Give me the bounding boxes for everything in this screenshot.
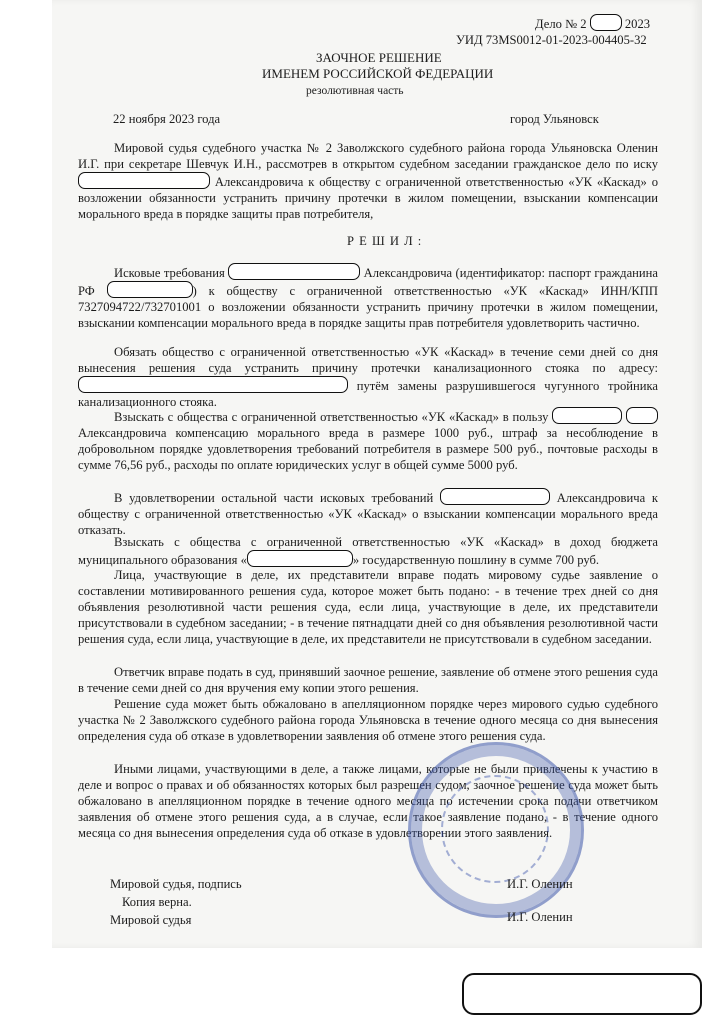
redaction-box [440, 488, 550, 505]
decision-paragraph-4: В удовлетворении остальной части исковых требований Александровича к обществу с ограниченной ответственностью «УК «Каскад» о взыскании компенсации морального вреда отказать. [78, 488, 658, 538]
redaction-box [247, 550, 353, 567]
redaction-box [590, 14, 622, 31]
title-part: резолютивная часть [306, 85, 404, 97]
decision-date: 22 ноября 2023 года [113, 112, 221, 126]
court-seal-emblem [441, 775, 549, 883]
decision-paragraph-6: Лица, участвующие в деле, их представители вправе подать мировому судье заявление о составлении мотивированного решения суда, которое может быть подано: - в течение трех дней со дня объявления резолютивной части решения суда, если лица, участвующие в деле, их представители присутствовали в судебном заседании; - в течение пятнадцати дней со дня объявления резолютивной части решения суда, если лица, участвующие в деле, их представители не присутствовали в судебном заседании. [78, 568, 658, 647]
decision-paragraph-8: Решение суда может быть обжаловано в апелляционном порядке через мирового судью судебного участка № 2 Заволжского судебного района города Ульяновска в течение одного месяца со дня вынесения определения суда об отказе в удовлетворении заявления об отмене этого решения суда. [78, 697, 658, 744]
redaction-box [78, 172, 210, 189]
title-federation: ИМЕНЕМ РОССИЙСКОЙ ФЕДЕРАЦИИ [262, 66, 494, 81]
redaction-box [552, 407, 622, 424]
judge-label: Мировой судья [110, 913, 192, 927]
redaction-box [626, 407, 658, 424]
decision-city: город Ульяновск [510, 112, 599, 126]
title-decision: ЗАОЧНОЕ РЕШЕНИЕ [316, 50, 442, 65]
decision-paragraph-3: Взыскать с общества с ограниченной ответственностью «УК «Каскад» в пользу Александровича компенсацию морального вреда в размере 1000 руб., штраф за несоблюдение в добровольном порядке удовлетворения требований потребителя в размере 500 руб., почтовые расходы в сумме 76,56 руб., расходы по оплате юридических услуг в общей сумме 5000 руб. [78, 407, 658, 473]
bottom-redaction-box [462, 973, 702, 1015]
case-number: Дело № 2 2023 [535, 14, 650, 32]
decision-paragraph-1: Исковые требования Александровича (идентификатор: паспорт гражданина РФ ) к обществу с ограниченной ответственностью «УК «Каскад» ИНН/КПП 7327094722/732701001 о возложении обязанности устранить причину протечки в жилом помещении, взыскании компенсации морального вреда в порядке защиты прав потребителя удовлетворить частично. [78, 263, 658, 331]
resolved-heading: Р Е Ш И Л : [347, 234, 423, 248]
decision-paragraph-2: Обязать общество с ограниченной ответственностью «УК «Каскад» в течение семи дней со дня вынесения решения суда устранить причину протечки канализационного стояка по адресу: путём замены разрушившегося чугунного тройника канализационного стояка. [78, 345, 659, 410]
judge-name-2: И.Г. Оленин [507, 910, 573, 924]
decision-paragraph-5: Взыскать с общества с ограниченной ответственностью «УК «Каскад» в доход бюджета муниципального образования « » государственную пошлину в сумме 700 руб. [78, 535, 658, 568]
decision-paragraph-7: Ответчик вправе подать в суд, принявший заочное решение, заявление об отмене этого решения суда в течение семи дней со дня вручения ему копии этого решения. [78, 665, 658, 696]
uid-number: УИД 73MS0012-01-2023-004405-32 [456, 33, 647, 47]
decision-paragraph-9: Иными лицами, участвующими в деле, а также лицами, которые не были привлечены к участию в деле и вопрос о правах и об обязанностях которых был разрешен судом, заочное решение суда может быть обжаловано в апелляционном порядке в течение одного месяца по истечении срока подачи ответчиком заявления об отмене этого решения суда, а в случае, если такое заявление подано, - в течение одного месяца со дня вынесения определения суда об отказе в удовлетворении этого заявления. [78, 762, 658, 841]
redaction-box [107, 281, 193, 298]
signature-label: Мировой судья, подпись [110, 877, 242, 891]
redaction-box [78, 376, 348, 393]
judge-name-1: И.Г. Оленин [507, 877, 573, 891]
copy-verified-label: Копия верна. [122, 895, 192, 909]
intro-paragraph: Мировой судья судебного участка № 2 Заволжского судебного района города Ульяновска Оленин И.Г. при секретаре Шевчук И.Н., рассмотрев в открытом судебном заседании гражданское дело по иску Александровича к обществу с ограниченной ответственностью «УК «Каскад» о возложении обязанности устранить причину протечки в жилом помещении, взыскании компенсации морального вреда в порядке защиты прав потребителя, [78, 141, 658, 222]
redaction-box [228, 263, 360, 280]
